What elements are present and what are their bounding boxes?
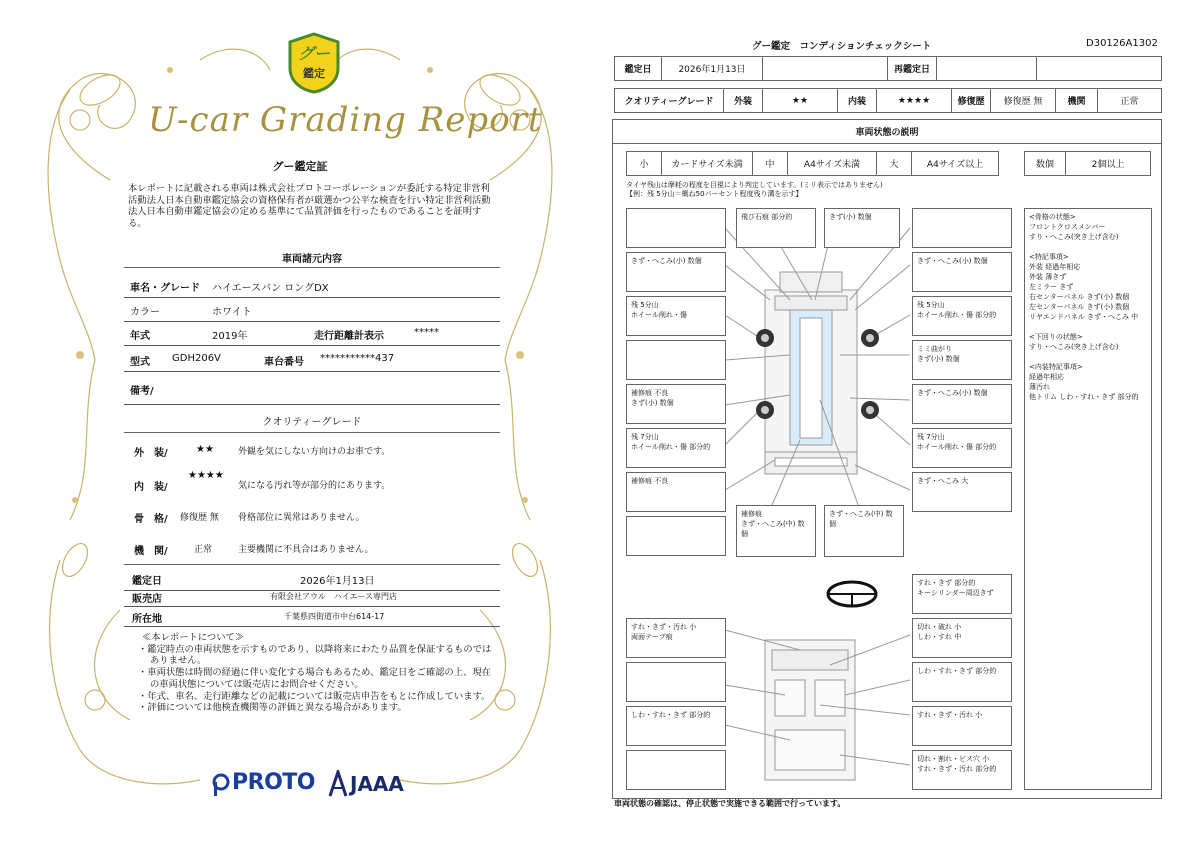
goo-kantei-badge [286, 32, 342, 94]
footer-date: 鑑定日 2026年1月13日 [124, 566, 500, 591]
ext-box-front-right-center: きず(小) 数個 [824, 208, 900, 248]
legend-large-desc: A4サイズ以上 [911, 151, 999, 176]
quality-frame: 骨 格/ 修復歴 無 骨格部位に異常はありません。 [134, 513, 365, 525]
recheck-blank [1036, 56, 1162, 81]
legend-small-desc: カードサイズ未満 [661, 151, 753, 176]
date-label: 鑑定日 [614, 56, 662, 81]
frame-notes: <骨格の状態> フロントクロスメンバー すり・へこみ(突き上げ含む) <特記事項> 外装 経過年相応 外装 薄きず 左ミラー きず 右センターパネル きず(小) 数個 左センターパネル きず(小) 数個 リヤエンドパネル きず・へこみ 中 <下回りの状態> すり・へこみ(突き上げ含む) <内装特記事項> 経過年相応 薄汚れ 他トリム しわ・すれ・きず 部分的 [1024, 208, 1152, 790]
int-box-rear-cargo: 切れ・割れ・ビス穴 小 すれ・きず・汚れ 部分的 [912, 750, 1012, 790]
grade-ext-value: ★★ [762, 88, 838, 113]
specs-title: 車両諸元内容 [282, 254, 342, 265]
grade-repair-label: 修復歴 [951, 88, 991, 113]
footer-address: 所在地 千葉県四街道市中台614-17 [124, 606, 500, 627]
legend-count-desc: 2個以上 [1065, 151, 1151, 176]
ext-box-left-door [626, 340, 726, 380]
doc-id: D30126A1302 [1086, 38, 1158, 49]
ext-box-left-rear: 補修痕 不良 [626, 472, 726, 512]
proto-logo-icon [212, 772, 230, 798]
legend-medium-desc: A4サイズ未満 [787, 151, 877, 176]
grade-ext-label: 外装 [723, 88, 763, 113]
int-box-left-seat: しわ・すれ・きず 部分的 [626, 706, 726, 746]
grade-engine-value: 正常 [1097, 88, 1162, 113]
ext-box-right-door: ミミ曲がり きず(小) 数個 [912, 340, 1012, 380]
report-notes: ≪本レポートについて≫ ・鑑定時点の車両状態を示すものであり、以降将来にわたり品質を保証するものではありません。 ・車両状態は時間の経過に伴い変化する場合もあるため、鑑定日をご確認の上、現在の車両状態については販売店にお問合せください。 ・年式、車名、走行距離などの記載については販売店申告をもとに作成しています。 ・評価については他検査機関等の評価と異なる場合があります。 [138, 632, 492, 714]
date-value: 2026年1月13日 [661, 56, 763, 81]
grade-int-label: 内装 [837, 88, 877, 113]
grade-repair-value: 修復歴 無 [990, 88, 1056, 113]
quality-exterior: 外 装/ ★★ 外観を気にしない方向けのお車です。 [134, 444, 391, 459]
ext-box-right-rear-tire: 残 7分山 ホイール削れ・傷 部分的 [912, 428, 1012, 468]
spec-row-remarks: 備考/ [124, 374, 500, 405]
int-box-dashboard: すれ・きず・汚れ 小 両面テープ痕 [626, 618, 726, 658]
ext-box-left-fender: きず・へこみ(小) 数個 [626, 252, 726, 292]
date-blank [762, 56, 888, 81]
condition-title: 車両状態の説明 [612, 119, 1162, 144]
recheck-value [936, 56, 1037, 81]
ext-box-left-front-tire: 残 5分山 ホイール削れ・傷 [626, 296, 726, 336]
cert-body: 本レポートに記載される車両は株式会社プロトコーポレーションが委託する特定非営利活動法人日本自動車鑑定協会の資格保有者が厳選かつ公平な検査を行い特定非営利活動法人日本自動車鑑定協会の定める基準にて品質評価を行ったものであることを証明する。 [128, 183, 491, 229]
int-box-center-console: すれ・きず・汚れ 小 [912, 706, 1012, 746]
grade-engine-label: 機関 [1055, 88, 1098, 113]
svg-text:グー: グー [297, 44, 331, 63]
ext-box-right-center-panel: きず・へこみ(小) 数個 [912, 384, 1012, 424]
grade-int-value: ★★★★ [876, 88, 952, 113]
legend-medium: 中 [752, 151, 788, 176]
int-box-left-door-trim [626, 662, 726, 702]
jaaa-logo-icon [328, 770, 348, 798]
spec-row-name: 車名・グレード ハイエースバン ロングDX [124, 273, 500, 298]
spec-row-color: カラー ホワイト [124, 297, 500, 322]
ext-box-right-rear: きず・へこみ 大 [912, 472, 1012, 512]
recheck-label: 再鑑定日 [887, 56, 937, 81]
tire-note-2: 【例：残 5分山＝概ね50パーセント程度残り溝を示す】 [626, 190, 803, 198]
tire-note-1: タイヤ残山は摩耗の程度を目視により判定しています。(ミリ表示ではありません) [626, 181, 883, 189]
svg-text:鑑定: 鑑定 [303, 67, 325, 80]
ext-box-right-front-tire: 残 5分山 ホイール削れ・傷 部分的 [912, 296, 1012, 336]
jaaa-logo: JAAA [350, 772, 404, 796]
script-title: U-car Grading Report [148, 100, 543, 140]
cert-title: グー鑑定証 [272, 160, 328, 173]
ext-box-rear-left-bottom [626, 516, 726, 556]
int-box-steering: すれ・きず 部分的 キーシリンダー周辺きず [912, 574, 1012, 614]
ext-box-rear-bumper: 補修痕 きず・へこみ(中) 数個 [736, 505, 816, 557]
footer-note: 車両状態の確認は、停止状態で実施できる範囲で行っています。 [614, 799, 846, 808]
int-box-driver-seat: 切れ・破れ 小 しわ・すれ 中 [912, 618, 1012, 658]
ext-box-front-right-top [912, 208, 1012, 248]
quality-engine: 機 関/ 正常 主要機関に不具合はありません。 [134, 545, 374, 557]
legend-large: 大 [876, 151, 912, 176]
int-box-rear-left [626, 750, 726, 790]
sheet-title: グー鑑定 コンディションチェックシート [752, 41, 932, 52]
proto-logo: PROTO [232, 770, 315, 795]
legend-count: 数個 [1024, 151, 1066, 176]
grade-label: クオリティーグレード [614, 88, 724, 113]
ext-box-rear-end-panel: きず・へこみ(中) 数個 [824, 505, 904, 557]
ext-box-left-center-panel: 補修痕 不良 きず(小) 数個 [626, 384, 726, 424]
quality-title: クオリティーグレード [262, 417, 362, 428]
ext-box-front-center: 飛び石痕 部分的 [736, 208, 816, 248]
spec-row-model: 型式 GDH206V 車台番号 ***********437 [124, 347, 500, 372]
legend-small: 小 [626, 151, 662, 176]
quality-interior: 内 装/ ★★★★ 気になる汚れ等が部分的にあります。 [134, 470, 391, 493]
footer-dealer: 販売店 有限会社アウル ハイエース専門店 [124, 586, 500, 607]
ext-box-left-rear-tire: 残 7分山 ホイール削れ・傷 部分的 [626, 428, 726, 468]
int-box-right-door-trim: しわ・すれ・きず 部分的 [912, 662, 1012, 702]
ext-box-right-fender: きず・へこみ(小) 数個 [912, 252, 1012, 292]
spec-row-year: 年式 2019年 走行距離計表示 ***** [124, 321, 500, 346]
ext-box-front-left-top [626, 208, 726, 248]
